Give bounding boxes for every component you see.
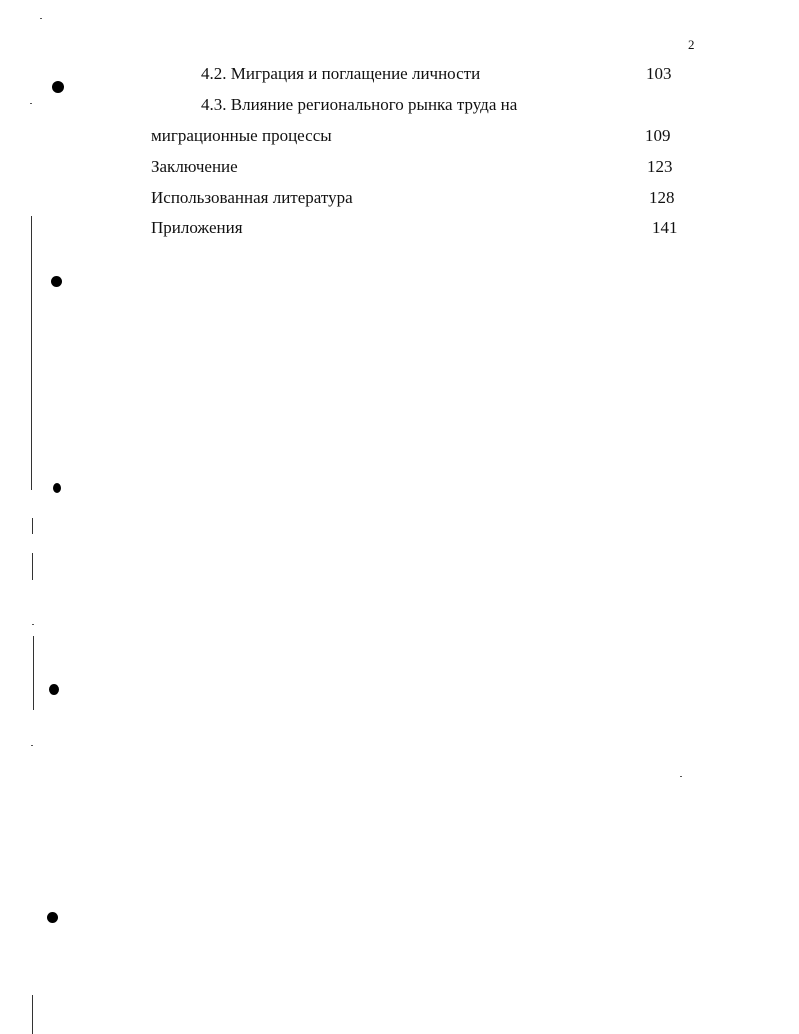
toc-entry-conclusion-page: 123 — [647, 157, 673, 176]
scan-edge-line — [32, 553, 33, 580]
page-number: 2 — [688, 37, 695, 52]
punch-hole — [47, 912, 58, 923]
scan-speck — [30, 103, 32, 104]
scan-speck — [680, 776, 682, 777]
toc-entry-conclusion-title: Заключение — [151, 157, 238, 176]
punch-hole — [52, 81, 64, 93]
toc-entry-4-2-title: 4.2. Миграция и поглащение личности — [201, 64, 481, 83]
toc-entry-appendices-page: 141 — [652, 218, 678, 237]
toc-entry-4-3-title-line2: миграционные процессы — [151, 126, 332, 145]
scan-edge-line — [32, 995, 33, 1034]
scan-edge-line — [32, 518, 33, 534]
toc-entry-references-title: Использованная литература — [151, 188, 353, 207]
toc-entry-references-page: 128 — [649, 188, 675, 207]
punch-hole — [49, 684, 59, 695]
toc-entry-appendices-title: Приложения — [151, 218, 243, 237]
scan-speck — [40, 18, 42, 19]
toc-entry-4-2-page: 103 — [646, 64, 672, 83]
scan-speck — [31, 745, 33, 746]
table-of-contents — [0, 0, 799, 300]
toc-entry-4-3-title-line1: 4.3. Влияние регионального рынка труда на — [201, 95, 518, 114]
scan-edge-line — [33, 636, 34, 710]
toc-entry-4-3-page: 109 — [645, 126, 671, 145]
scan-speck — [32, 624, 34, 625]
punch-hole — [51, 276, 62, 287]
punch-hole — [53, 483, 61, 493]
scan-edge-line — [31, 216, 32, 490]
